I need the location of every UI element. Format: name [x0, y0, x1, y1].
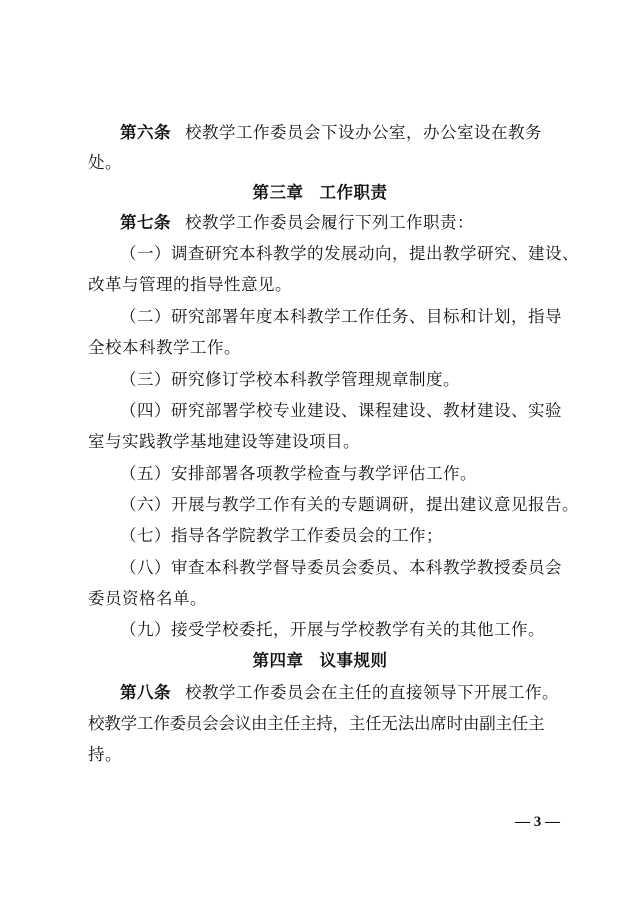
chapter-3-heading	[0, 182, 640, 204]
chapter-4-number: 第四章	[252, 651, 304, 670]
duty-8-line-1: （八）审查本科教学督导委员会委员、本科教学教授委员会	[120, 558, 562, 577]
article-7-line-1	[120, 212, 568, 234]
chapter-4-heading	[0, 650, 640, 672]
duty-8-line-2: 委员资格名单。	[88, 589, 207, 608]
chapter-3-title: 工作职责	[319, 183, 388, 202]
chapter-4-title: 议事规则	[319, 651, 388, 670]
duty-6-line-1: （六）开展与教学工作有关的专题调研，提出建议意见报告。	[120, 495, 579, 514]
duty-5-line-1: （五）安排部署各项教学检查与教学评估工作。	[120, 464, 477, 483]
duty-9-line-1: （九）接受学校委托，开展与学校教学有关的其他工作。	[120, 620, 545, 639]
duty-2-line-2: 全校本科教学工作。	[88, 338, 241, 357]
duty-4-line-2: 室与实践教学基地建设等建设项目。	[88, 432, 360, 451]
duty-7-line-1: （七）指导各学院教学工作委员会的工作；	[120, 526, 443, 545]
article-6-line-2: 处。	[88, 153, 122, 172]
article-8-line-2: 校教学工作委员会会议由主任主持，主任无法出席时由副主任主	[88, 714, 545, 733]
chapter-3-number: 第三章	[252, 183, 304, 202]
article-8-label: 第八条	[120, 683, 171, 702]
duty-3-line-1: （三）研究修订学校本科教学管理规章制度。	[120, 370, 460, 389]
article-6-label: 第六条	[120, 123, 171, 142]
duty-2-line-1: （二）研究部署年度本科教学工作任务、目标和计划，指导	[120, 307, 562, 326]
article-6-line-1	[120, 122, 568, 144]
article-6-text: 校教学工作委员会下设办公室，办公室设在教务	[185, 123, 542, 142]
duty-4-line-1: （四）研究部署学校专业建设、课程建设、教材建设、实验	[120, 401, 562, 420]
duty-1-line-2: 改革与管理的指导性意见。	[88, 275, 292, 294]
page-number: — 3 —	[515, 814, 560, 830]
article-8-line-3: 持。	[88, 745, 122, 764]
article-8-line-1	[120, 682, 568, 704]
duty-1-line-1: （一）调查研究本科教学的发展动向，提出教学研究、建设、	[120, 244, 579, 263]
article-8-text: 校教学工作委员会在主任的直接领导下开展工作。	[185, 683, 559, 702]
article-7-text: 校教学工作委员会履行下列工作职责：	[185, 213, 474, 232]
article-7-label: 第七条	[120, 213, 171, 232]
